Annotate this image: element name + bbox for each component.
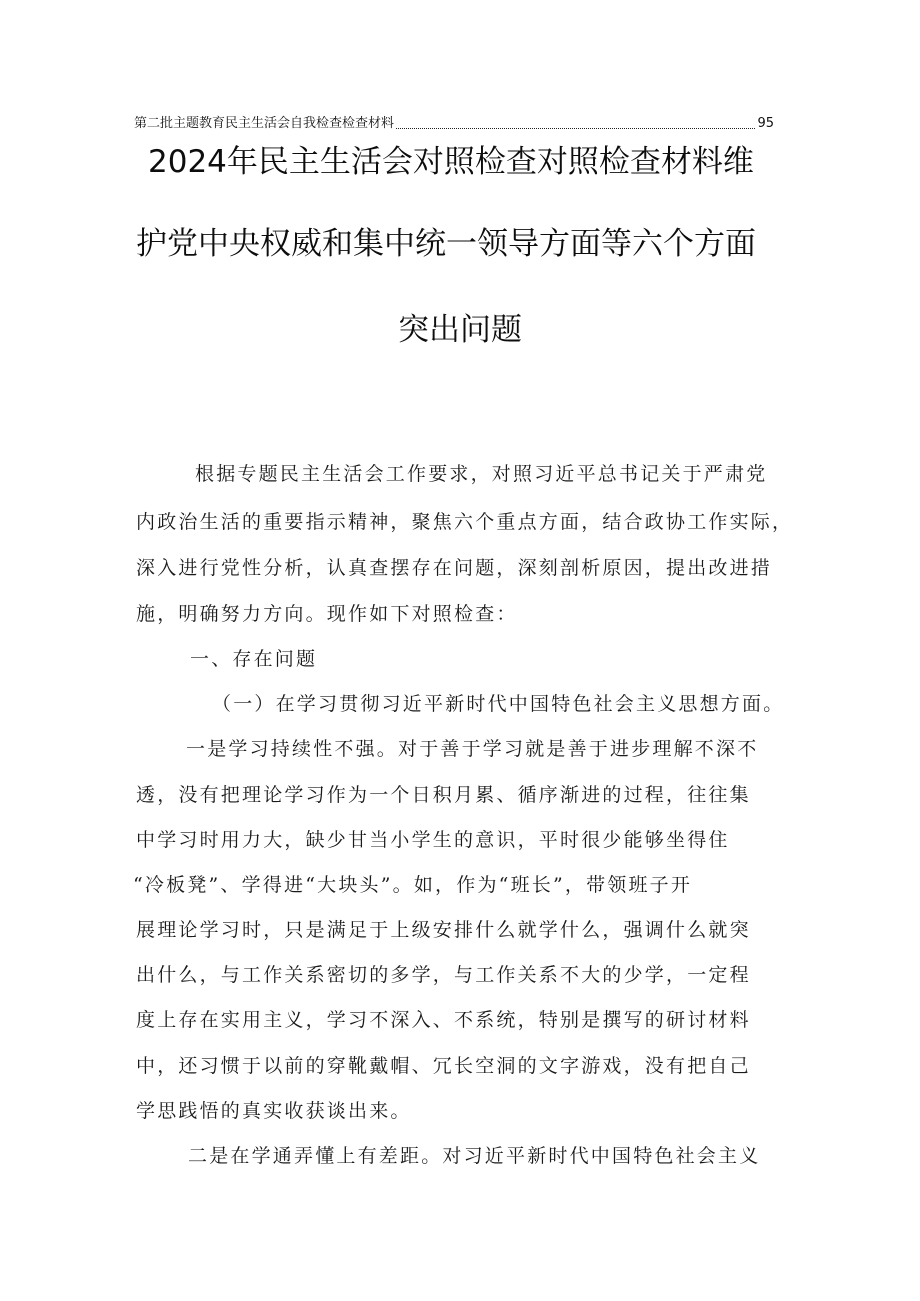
toc-entry-title: 第二批主题教育民主生活会自我检查检查材料 [134, 116, 395, 131]
section-heading: 一、存在问题 [190, 648, 318, 670]
body-paragraph-line: 施，明确努力方向。现作如下对照检查： [136, 603, 518, 625]
toc-entry[interactable] [134, 114, 774, 132]
document-title-line-1: 2024年民主生活会对照检查对照检查材料维 [148, 144, 754, 180]
body-paragraph-line: 透，没有把理论学习作为一个日积月累、循序渐进的过程，往往集 [136, 784, 751, 806]
body-paragraph-line: 一是学习持续性不强。对于善于学习就是善于进步理解不深不 [186, 738, 759, 760]
body-paragraph-line: “冷板凳”、学得进“大块头”。如，作为“班长”，带领班子开 [133, 874, 693, 896]
toc-page-number: 95 [757, 116, 774, 131]
document-title-line-3: 突出问题 [398, 312, 522, 348]
body-paragraph-line: 度上存在实用主义，学习不深入、不系统，特别是撰写的研讨材料 [136, 1009, 751, 1031]
body-paragraph-line: 根据专题民主生活会工作要求，对照习近平总书记关于严肃党 [195, 463, 768, 485]
toc-leader-dots [396, 127, 755, 129]
body-paragraph-line: 内政治生活的重要指示精神，聚焦六个重点方面，结合政协工作实际， [136, 511, 794, 533]
document-title-line-2: 护党中央权威和集中统一领导方面等六个方面 [136, 226, 756, 262]
body-paragraph-line: 中，还习惯于以前的穿靴戴帽、冗长空洞的文字游戏，没有把自己 [136, 1055, 751, 1077]
body-paragraph-line: 二是在学通弄懂上有差距。对习近平新时代中国特色社会主义 [188, 1145, 761, 1167]
body-paragraph-line: 出什么，与工作关系密切的多学，与工作关系不大的少学，一定程 [136, 964, 751, 986]
subsection-heading: （一）在学习贯彻习近平新时代中国特色社会主义思想方面。 [212, 693, 785, 715]
body-paragraph-line: 展理论学习时，只是满足于上级安排什么就学什么，强调什么就突 [136, 919, 751, 941]
body-paragraph-line: 学思践悟的真实收获谈出来。 [136, 1100, 412, 1122]
body-paragraph-line: 深入进行党性分析，认真查摆存在问题，深刻剖析原因，提出改进措 [136, 557, 773, 579]
body-paragraph-line: 中学习时用力大，缺少甘当小学生的意识，平时很少能够坐得住 [136, 829, 730, 851]
